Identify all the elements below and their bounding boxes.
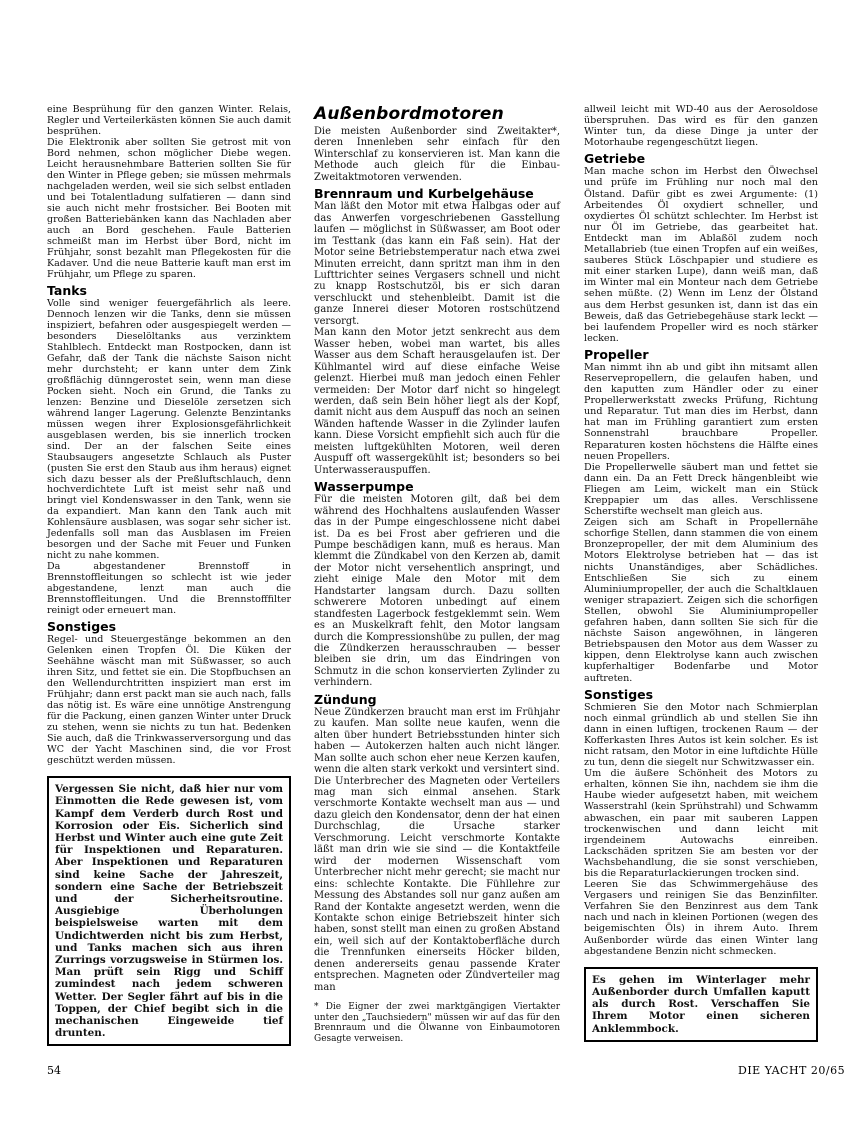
page-number: 54 [47, 1064, 61, 1077]
column-middle [314, 104, 560, 1044]
article-title: Außenbordmotoren [314, 104, 504, 124]
paragraph: Die Elektronik aber sollten Sie getrost mit von Bord nehmen, schon möglicher Diebe wegen. Leicht herausnehmbare Batterien sollten Sie für den Winter in Pflege geben; sie müssen mehrmals nachgeladen werden, weil sie sich selbst entladen und bei Totalentladung sulfatieren — dann sind sie auch nicht mehr frostsicher. Bei Booten mit großen Batteriebänken kann das Nachladen aber auch an Bord geschehen. Faule Batterien schmeißt man im Herbst über Bord, nicht im Frühjahr, sonst bezahlt man Pflegekosten für die Kadaver. Und die neue Batterie kauft man erst im Frühjahr, um Pflege zu sparen. [47, 136, 291, 280]
paragraph: Volle sind weniger feuergefährlich als leere. Dennoch lenzen wir die Tanks, denn sie müssen inspiziert, befahren oder ausgespiegelt werden — besonders Dieselöltanks aus verzinktem Stahlblech. Entdeckt man Rostpocken, dann ist Gefahr, daß der Tank die nächste Saison nicht mehr durchsteht; er kann unter dem Zink großflächig dünngerostet sein, wenn man diese Pocken sieht. Noch ein Grund, die Tanks zu lenzen: Benzine und Dieselöle zersetzen sich während langer Lagerung. Gelenzte Benzintanks müssen wegen ihrer Explosionsgefährlichkeit ausgeblasen werden, bis sie innerlich trocken sind. Der an der falschen Seite eines Staubsaugers angesetzte Schlauch als Puster (pusten Sie erst den Staub aus ihm heraus) eignet sich dazu besser als der Preßluftschlauch, denn hochverdichtete Luft ist meist sehr naß und bringt viel Kondenswasser in den Tank, wenn sie da expandiert. Man kann den Tank auch mit Kohlensäure ausblasen, was sogar sehr sicher ist. Jedenfalls soll man das Ausblasen im Freien besorgen und der Sache mit Feuer und Funken nicht zu nahe kommen. [47, 297, 291, 562]
paragraph: Zeigen sich am Schaft in Propellernähe schorfige Stellen, dann stammen die von einem Bronzepropeller, der mit dem Aluminium des Motors Elektrolyse betrieben hat — das ist nichts Unanständiges, aber Schädliches. Entschließen Sie sich zu einem Aluminiumpropeller, der auch die Schaltklauen weniger strapaziert. Zeigen sich die schorfigen Stellen, obwohl Sie Aluminiumpropeller gefahren haben, dann sollten Sie sich für die nächste Saison angewöhnen, in längeren Betriebspausen den Motor aus dem Wasser zu kippen, denn Elektrolyse kann auch zwischen kupferhaltiger Bodenfarbe und Motor auftreten. [584, 517, 818, 684]
paragraph: Die meisten Außenborder sind Zweitakter*, deren Innenleben sehr einfach für den Winterschlaf zu konservieren ist. Man kann die Methode auch gleich für die Einbau-Zweitaktmotoren verwenden. [314, 126, 560, 183]
section-heading-propeller: Propeller [584, 346, 649, 362]
paragraph: Um die äußere Schönheit des Motors zu erhalten, können Sie ihn, nachdem sie ihm die Haube wieder aufgesetzt haben, mit weichem Wasserstrahl (kein Sprühstrahl) und Schwamm abwaschen, ein paar mit sauberen Lappen trockenwischen und dann leicht mit irgendeinem Autowachs einreiben. Lackschäden spritzen Sie am besten vor der Wachsbehandlung, die sie sonst verschieben, bis die Reparaturlackierungen trocken sind. [584, 768, 818, 879]
paragraph: Für die meisten Motoren gilt, daß bei dem während des Hochhaltens auslaufenden Wasser das in der Pumpe eingeschlossene nicht dabei ist. Da es bei Frost aber gefrieren und die Pumpe beschädigen kann, muß es heraus. Man klemmt die Zündkabel von den Kerzen ab, damit der Motor nicht versehentlich anspringt, und zieht einige Male den Motor mit dem Handstarter langsam durch. Dazu sollten schwerere Motoren unbedingt auf einem standfesten Lagerbock festgeklemmt sein. Wem es an Muskelkraft fehlt, den Motor langsam durch die Kompressionshübe zu pullen, der mag die Zündkerzen herausschrauben — besser bleiben sie drin, um das Eindringen von Schmutz in die schon konservierten Zylinder zu verhindern. [314, 494, 560, 689]
paragraph: Schmieren Sie den Motor nach Schmierplan noch einmal gründlich ab und stellen Sie ihn dann in einen luftigen, trockenen Raum — der Kofferkasten Ihres Autos ist kein solcher. Es ist nicht ratsam, den Motor in eine luftdichte Hülle zu tun, denn die siegelt nur Schwitzwasser ein. [584, 701, 818, 769]
paragraph: Leeren Sie das Schwimmergehäuse des Vergasers und reinigen Sie das Benzinfilter. Verfahren Sie den Benzinrest aus dem Tank nach und nach in kleinen Portionen (wegen des beigemischten Öls) in ihrem Auto. Ihrem Außenborder würde das einen Winter lang abgestandene Benzin nicht schmecken. [584, 879, 818, 957]
paragraph: Man mache schon im Herbst den Ölwechsel und prüfe im Frühling nur noch mal den Ölstand. Dafür gibt es zwei Argumente: (1) Arbeitendes Öl oxydiert schneller, und oxydiertes Öl schützt schlechter. Im Herbst ist nur Öl im Getriebe, das gearbeitet hat. Entdeckt man im Ablaßöl zudem noch Metallabrieb (tue einen Tropfen auf ein weißes, sauberes Stück Löschpapier und studiere es mit einer starken Lupe), dann weiß man, daß im Winter mal ein Monteur nach dem Getriebe sehen müßte. (2) Wenn im Lenz der Ölstand aus dem Herbst gesunken ist, dann ist das ein Beweis, daß das Getriebegehäuse stark leckt — bei laufendem Propeller wird es noch stärker lecken. [584, 166, 818, 344]
boxed-note: Es gehen im Winterlager mehr Außenborder durch Umfallen kaputt als durch Rost. Verschaffen Sie Ihrem Motor einen sicheren Anklemmbock. [584, 967, 818, 1042]
footnote: * Die Eigner der zwei marktgängigen Viertakter unter den „Tauchsiedern" müssen wir auf das für den Brennraum und die Ölwanne von Einbaumotoren Gesagte verweisen. [314, 1002, 560, 1044]
paragraph: Neue Zündkerzen braucht man erst im Frühjahr zu kaufen. Man sollte neue kaufen, wenn die alten über hundert Betriebsstunden hinter sich haben — Autokerzen halten auch nicht länger. Man sollte auch schon eher neue Kerzen kaufen, wenn die alten stark verkokt und versintert sind. [314, 706, 560, 776]
magazine-issue: DIE YACHT 20/65 [738, 1064, 846, 1077]
paragraph: eine Besprühung für den ganzen Winter. Relais, Regler und Verteilerkästen können Sie auch damit besprühen. [47, 104, 291, 137]
paragraph: Man läßt den Motor mit etwa Halbgas oder auf das Anwerfen vorgeschriebenen Gasstellung laufen — möglichst in Süßwasser, am Boot oder im Testtank (das kann ein Faß sein). Hat der Motor seine Betriebstemperatur nach etwa zwei Minuten erreicht, dann spritzt man ihm in den Lufttrichter seines Vergasers schnell und nicht zu knapp Rostschutzöl, bis er sich daran verschluckt und stehenbleibt. Damit ist die ganze Innerei dieser Motoren rostschützend versorgt. [314, 201, 560, 327]
column-left [47, 104, 291, 1046]
paragraph: allweil leicht mit WD-40 aus der Aerosoldose überspruhen. Das wird es für den ganzen Winter tun, da diese Dinge ja unter der Motorhaube regengeschützt liegen. [584, 104, 818, 149]
section-heading-brennraum: Brennraum und Kurbelgehäuse [314, 186, 534, 202]
boxed-note: Vergessen Sie nicht, daß hier nur vom Einmotten die Rede gewesen ist, vom Kampf dem Verderb durch Rost und Korrosion oder Eis. Sicherlich sind Herbst und Winter auch eine gute Zeit für Inspektionen und Reparaturen. Aber Inspektionen und Reparaturen sind keine Sache der Jahreszeit, sondern eine Sache der Betriebszeit und der Sicherheitsroutine. Ausgiebige Überholungen beispielsweise warten mit dem Undichtwerden nicht bis zum Herbst, und Tanks machen sich aus ihren Zurrings vorzugsweise in Stürmen los. Man prüft sein Rigg und Schiff zumindest nach jedem schweren Wetter. Der Segler fährt auf bis in die Toppen, der Chief begibt sich in die mechanischen Eingeweide tief drunten. [47, 776, 291, 1046]
column-right [584, 104, 818, 1042]
paragraph: Regel- und Steuergestänge bekommen an den Gelenken einen Tropfen Öl. Die Küken der Seehähne wäscht man mit Süßwasser, so auch ihren Sitz, und fettet sie ein. Die Stopfbuchsen an den Wellendurchtritten inspiziert man erst im Frühjahr; dann erst packt man sie auch nach, falls das nötig ist. Es wäre eine unnötige Anstrengung für die Packung, einen ganzen Winter unter Druck zu stehen, wenn sie nichts zu tun hat. Bedenken Sie auch, daß die Trinkwasserversorgung und das WC der Yacht Maschinen sind, die vor Frost geschützt werden müssen. [47, 634, 291, 767]
section-heading-getriebe: Getriebe [584, 151, 646, 167]
paragraph: Man kann den Motor jetzt senkrecht aus dem Wasser heben, wobei man wartet, bis alles Wasser aus dem Schaft herausgelaufen ist. Der Kühlmantel wird auf diese einfache Weise gelenzt. Hierbei muß man jedoch einen Fehler vermeiden: Der Motor darf nicht so hingelegt werden, daß sein Bein höher liegt als der Kopf, damit nicht aus dem Auspuff das noch an seinen Wänden haftende Wasser in die Zylinder laufen kann. Diese Vorsicht empfiehlt sich auch für die meisten luftgekühlten Motoren, weil deren Auspuff oft wassergekühlt ist; besonders so bei Unterwasserauspuffen. [314, 327, 560, 476]
section-heading-sonstiges: Sonstiges [47, 619, 117, 635]
section-heading-zuendung: Zündung [314, 691, 377, 707]
section-heading-sonstiges: Sonstiges [584, 686, 654, 702]
paragraph: Die Propellerwelle säubert man und fettet sie dann ein. Da an Fett Dreck hängenbleibt wie Fliegen am Leim, wickelt man ein Stück Kreppapier um das alles. Verschlissene Scherstifte wechselt man gleich aus. [584, 461, 818, 518]
paragraph: Man nimmt ihn ab und gibt ihn mitsamt allen Reservepropellern, die gelaufen haben, und den kaputten zum Händler oder zu einer Propellerwerkstatt zwecks Prüfung, Richtung und Reparatur. Tut man dies im Herbst, dann hat man im Frühling garantiert zum ersten Sonnenstrahl brauchbare Propeller. Reparaturen kosten höchstens die Hälfte eines neuen Propellers. [584, 361, 818, 462]
section-heading-tanks: Tanks [47, 282, 88, 298]
paragraph: Da abgestandener Brennstoff in Brennstoffleitungen so schlecht ist wie jeder abgestandene, lenzt man auch die Brennstoffleitungen. Und die Brennstofffilter reinigt oder erneuert man. [47, 561, 291, 617]
section-heading-wasserpumpe: Wasserpumpe [314, 479, 414, 495]
paragraph: Die Unterbrecher des Magneten oder Verteilers mag man sich einmal ansehen. Stark verschmorte Kontakte wechselt man aus — und dazu gleich den Kondensator, denn der hat einen Durchschlag, die Ursache starker Verschmorung. Leicht verschmorte Kontakte läßt man drin wie sie sind — die Kontaktfeile wird der modernen Wissenschaft vom Unterbrecher nicht mehr gerecht; sie macht nur eins: schlechte Kontakte. Die Fühllehre zur Messung des Abstandes soll nur ganz außen am Rand der Kontakte angesetzt werden, wenn die Kontakte schon einige Betriebszeit hinter sich haben, sonst stellt man einen zu großen Abstand ein, weil sich auf der Kontaktoberfläche durch die Trennfunken einerseits Höcker bilden, denen andererseits genau passende Krater entsprechen. Magneten oder Zündverteiler mag man [314, 775, 560, 993]
